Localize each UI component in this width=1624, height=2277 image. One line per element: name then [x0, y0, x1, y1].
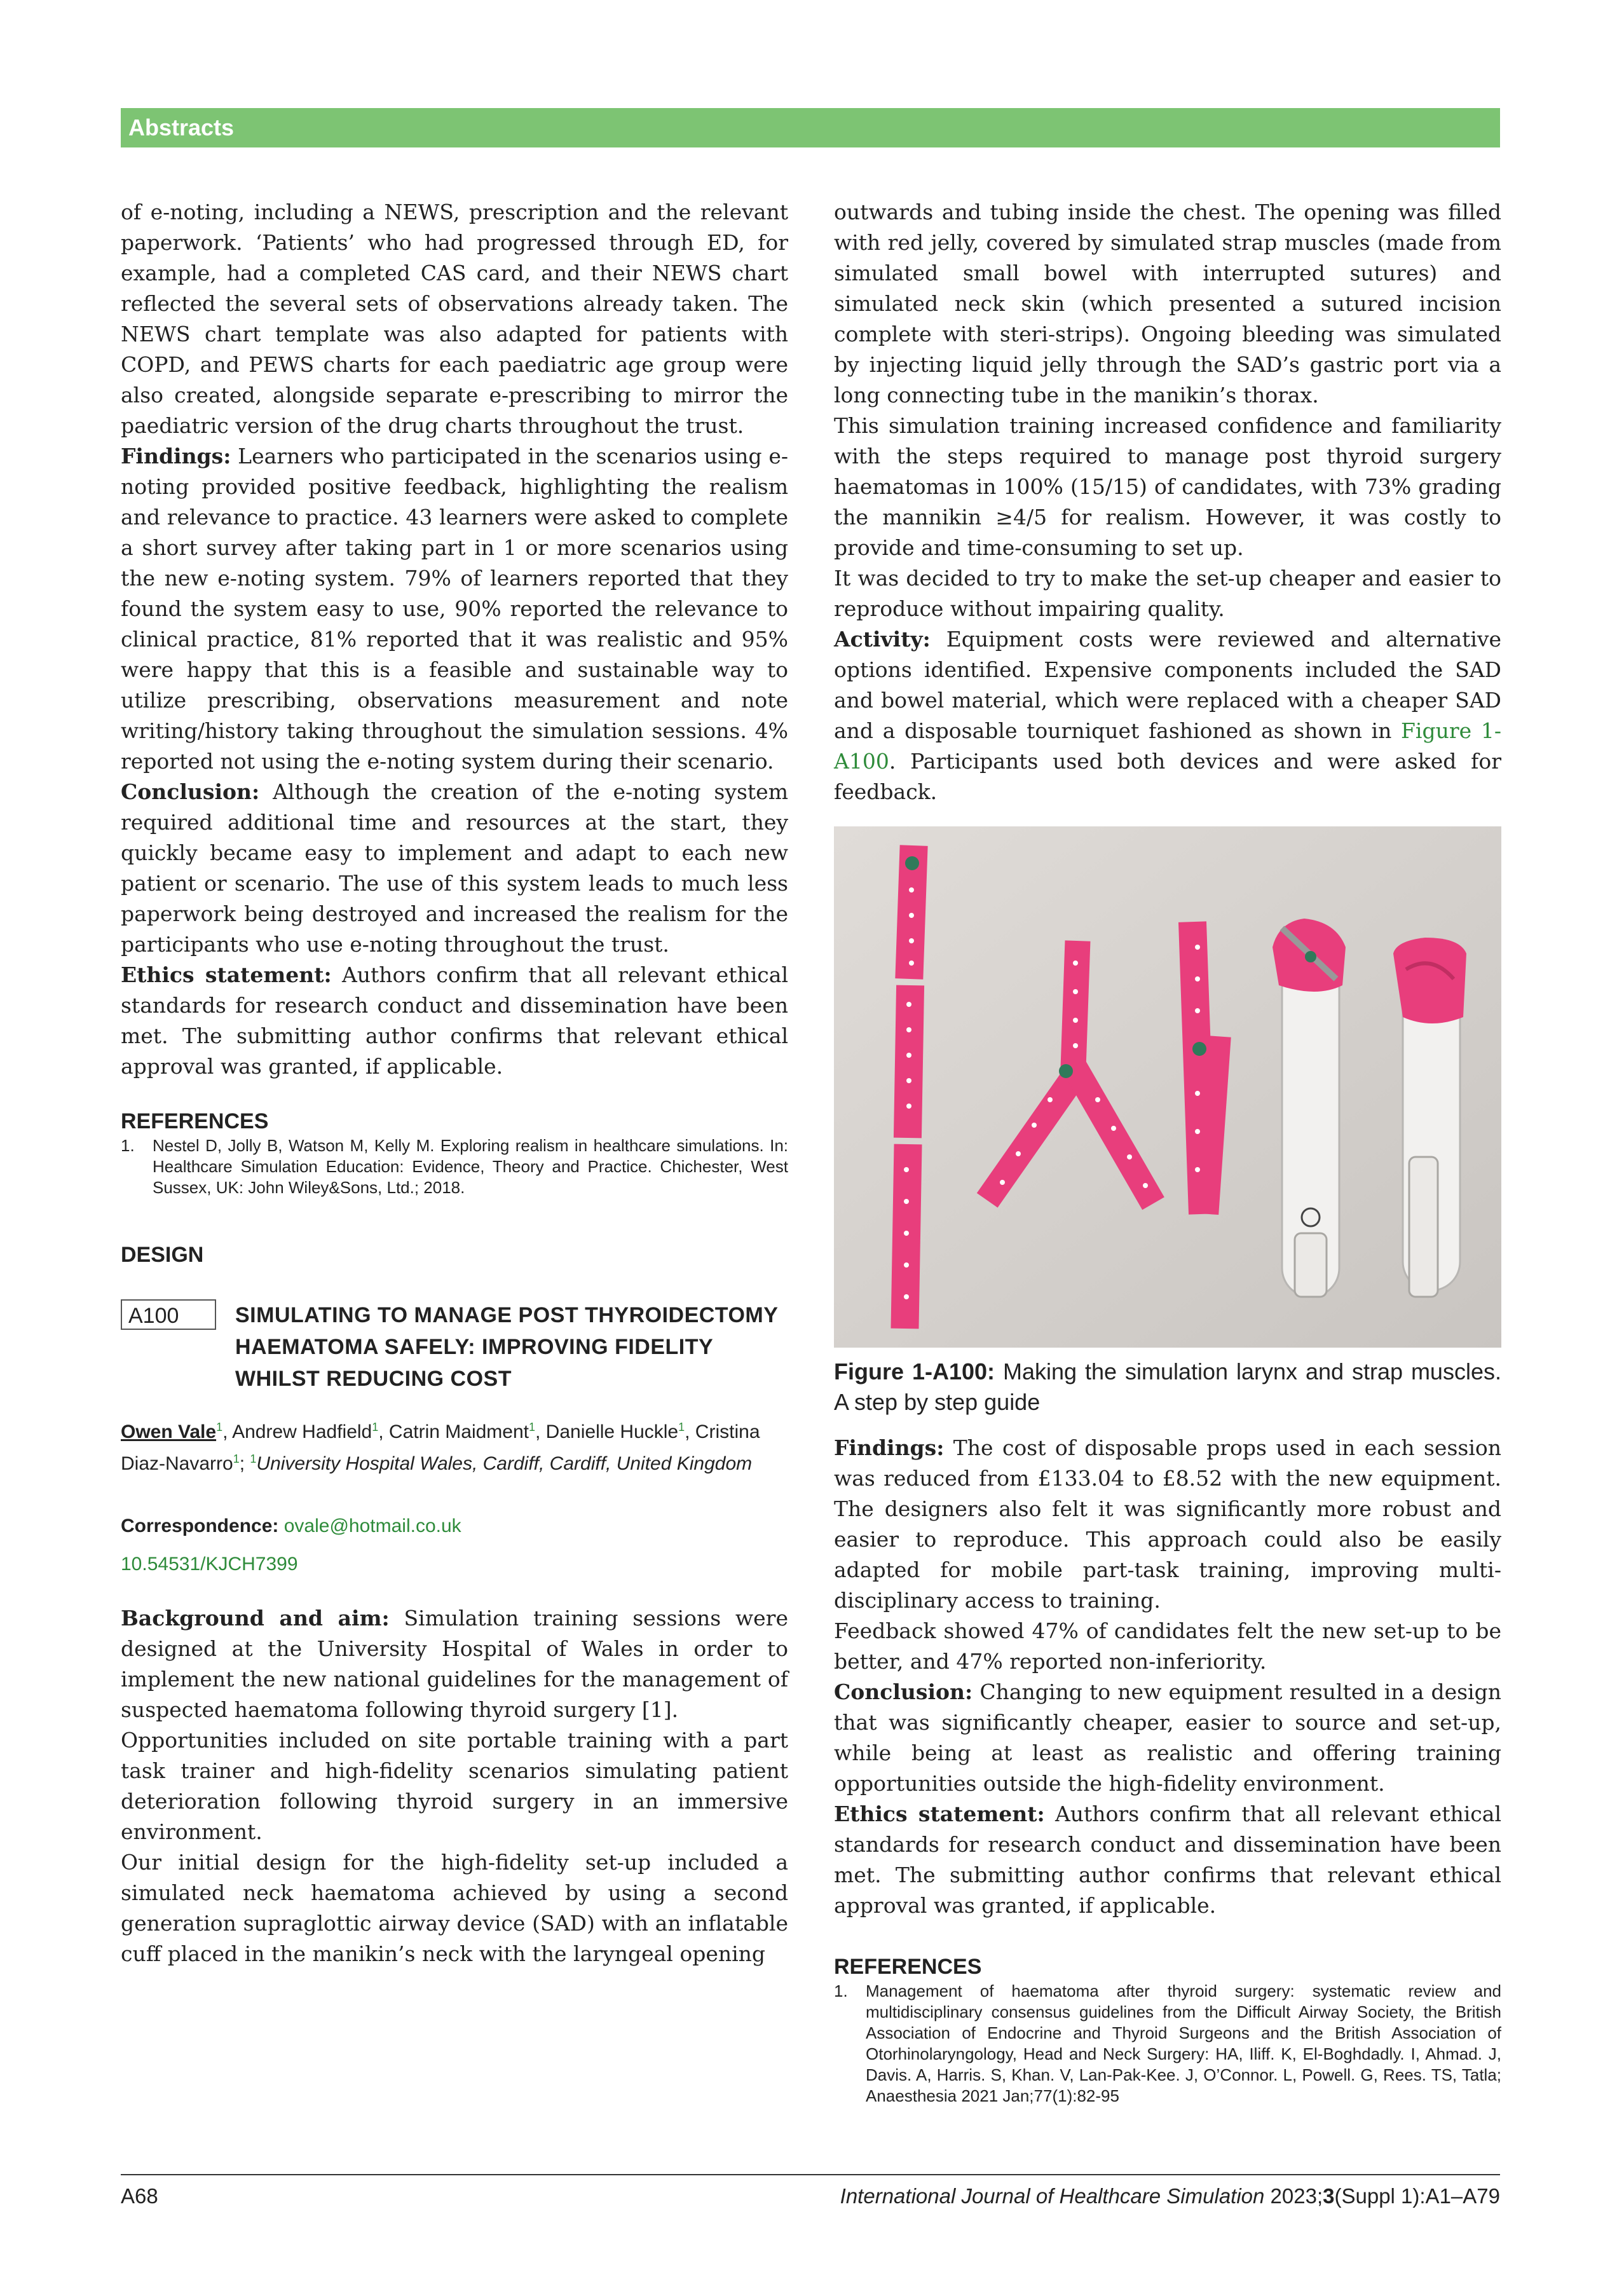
activity-label: Activity: — [834, 627, 931, 652]
doi-link[interactable]: 10.54531/KJCH7399 — [121, 1554, 298, 1575]
airway-device — [1393, 938, 1466, 1297]
affiliation: University Hospital Wales, Cardiff, Cardiff, United Kingdom — [256, 1453, 753, 1474]
author-list: Owen Vale$^1$, Andrew Hadfield$^1$, Catrin Maidment$^1$, Danielle Huckle$^1$, Cristina Diaz-Navarro$^1$; $^1$University Hospital Wales, Cardiff, Cardiff, United Kingdom — [121, 1421, 760, 1474]
journal-volume: 3 — [1323, 2184, 1335, 2208]
findings-text: The cost of disposable props used in each session was reduced from £133.04 to £8.52 with the new equipment. The designers also felt it was significantly more robust and easier to reproduce. This approach could also be easily adapted for mobile part-task training, improving multi-disciplinary access to training. — [834, 1435, 1501, 1613]
paragraph: of e-noting, including a NEWS, prescription and the relevant paperwork. ‘Patients’ who had progressed through ED, for example, had a completed CAS card, and their NEWS chart reflected the several sets of observations already taken. The NEWS chart template was also adapted for patients with COPD, and PEWS charts for each paediatric age group were also created, alongside separate e-prescribing to mirror the paediatric version of the drug charts throughout the trust. — [121, 200, 788, 438]
paragraph: Opportunities included on site portable training with a part task trainer and high-fidelity scenarios simulating patient deterioration following thyroid surgery in an immersive environment. — [121, 1728, 788, 1844]
findings-label: Findings: — [834, 1435, 945, 1460]
figure-caption-label: Figure 1-A100: — [834, 1358, 995, 1385]
background-paragraph — [121, 1603, 788, 1725]
conclusion-text: Although the creation of the e-noting system required additional time and resources at the start, they quickly became easy to implement and adapt to each new patient or scenario. The use of this system leads to much less paperwork being destroyed and increased the realism for the participants who use e-noting throughout the trust. — [121, 779, 788, 957]
figure-photo — [834, 826, 1501, 1348]
findings-paragraph — [121, 441, 788, 777]
section-label: Abstracts — [128, 114, 235, 140]
paragraph: outwards and tubing inside the chest. The opening was filled with red jelly, covered by simulated strap muscles (made from simulated small bowel with interrupted sutures) and simulated neck skin (which presented a sutured incision complete with steri-strips). Ongoing bleeding was simulated by injecting liquid jelly through the SAD’s gastric port via a long connecting tube in the manikin’s thorax. — [834, 200, 1501, 407]
page-number: A68 — [121, 2184, 158, 2208]
figure-link[interactable]: Figure 1-A100 — [834, 718, 1501, 774]
footer-rule — [121, 2174, 1500, 2175]
figure-caption-text: Making the simulation larynx and strap muscles. A step by step guide — [834, 1358, 1501, 1415]
abstract-header — [121, 1299, 788, 1395]
ethics-label: Ethics statement: — [834, 1802, 1045, 1826]
reference-text: Management of haematoma after thyroid surgery: systematic review and multidisciplinary consensus guidelines from the Difficult Airway Society, the British Association of Endocrine and Thyroid Surgeons and the British Association of Otorhinolaryngology, Head and Neck Surgery: HA, Iliff. K, El-Boghdadly. I, Ahmad. J, Davis. A, Harris. S, Khan. V, Lan-Pak-Kee. J, O’Connor. L, Powell. G, Rees. TS, Tatla; Anaesthesia 2021 Jan;77(1):82-95 — [866, 1981, 1501, 2105]
correspondence-label: Correspondence: — [121, 1515, 279, 1536]
ethics-text: Authors confirm that all relevant ethical standards for research conduct and dissemination have been met. The submitting author confirms that relevant ethical approval was granted, if applicable. — [121, 962, 788, 1079]
findings-paragraph — [834, 1433, 1501, 1616]
ethics-paragraph — [834, 1799, 1501, 1921]
abstract-id-box: A100 — [121, 1299, 216, 1330]
ethics-label: Ethics statement: — [121, 962, 332, 987]
ethics-paragraph — [121, 960, 788, 1082]
design-heading: DESIGN — [121, 1243, 204, 1267]
journal-name: International Journal of Healthcare Simulation — [840, 2184, 1265, 2208]
correspondence — [121, 1515, 788, 1537]
reference-number: 1. — [121, 1136, 135, 1155]
reference-item — [834, 1981, 1501, 2107]
paragraph: Feedback showed 47% of candidates felt the new set-up to be better, and 47% reported non-inferiority. — [834, 1618, 1501, 1674]
background-text: Simulation training sessions were designed at the University Hospital of Wales in order to implement the new national guidelines for the management of suspected haematoma following thyroid surgery [1]. — [121, 1606, 788, 1722]
conclusion-label: Conclusion: — [834, 1679, 973, 1704]
reference-item — [121, 1135, 788, 1198]
references-heading: REFERENCES — [121, 1109, 269, 1133]
correspondence-email-link[interactable]: ovale@hotmail.co.uk — [283, 1515, 461, 1536]
references-heading: REFERENCES — [834, 1955, 982, 1979]
reference-text: Nestel D, Jolly B, Watson M, Kelly M. Exploring realism in healthcare simulations. In: Healthcare Simulation Education: Evidence, Theory and Practice. Chichester, West Sussex, UK: John Wiley&Sons, Ltd.; 2018. — [153, 1136, 788, 1197]
conclusion-label: Conclusion: — [121, 779, 260, 804]
left-column — [121, 197, 788, 1969]
abstract-title: SIMULATING TO MANAGE POST THYROIDECTOMY HAEMATOMA SAFELY: IMPROVING FIDELITY WHILST REDUCING COST — [235, 1303, 778, 1391]
background-label: Background and aim: — [121, 1606, 390, 1631]
activity-paragraph: Activity: Equipment costs were reviewed and alternative options identified. Expensive components included the SAD and bowel material, which were replaced with a cheaper SAD and a disposable tourniquet fashioned as shown in Figure 1-A100. Participants used both devices and were asked for feedback. — [834, 627, 1501, 804]
paragraph: This simulation training increased confidence and familiarity with the steps required to manage post thyroid surgery haematomas in 100% (15/15) of candidates, with 73% grading the mannikin ≥4/5 for realism. However, it was costly to provide and time-consuming to set up. — [834, 413, 1501, 560]
paragraph: It was decided to try to make the set-up cheaper and easier to reproduce without impairing quality. — [834, 566, 1501, 621]
reference-number: 1. — [834, 1981, 848, 2000]
findings-text: Learners who participated in the scenarios using e-noting provided positive feedback, highlighting the realism and relevance to practice. 43 learners were asked to complete a short survey after taking part in 1 or more scenarios using the new e-noting system. 79% of learners reported that they found the system easy to use, 90% reported the relevance to clinical practice, 81% reported that it was realistic and 95% were happy that this is a feasible and sustainable way to utilize prescribing, observations measurement and note writing/history taking throughout the simulation sessions. 4% reported not using the e-noting system during their scenario. — [121, 444, 788, 774]
findings-label: Findings: — [121, 444, 231, 468]
presenting-author: Owen Vale — [121, 1421, 217, 1442]
right-column — [834, 197, 1501, 2107]
tourniquet-airway-photo — [834, 826, 1501, 1348]
conclusion-paragraph — [121, 777, 788, 960]
airway-device — [1273, 919, 1346, 1297]
section-header-band — [121, 108, 1500, 147]
paragraph: Our initial design for the high-fidelity set-up included a simulated neck haematoma achieved by using a second generation supraglottic airway device (SAD) with an inflatable cuff placed in the manikin’s neck with the laryngeal opening — [121, 1850, 788, 1966]
figure-caption — [834, 1357, 1501, 1418]
conclusion-text: Changing to new equipment resulted in a design that was significantly cheaper, easier to source and set-up, while being at least as realistic and offering training opportunities outside the high-fidelity environment. — [834, 1679, 1501, 1796]
conclusion-paragraph — [834, 1677, 1501, 1799]
journal-citation: International Journal of Healthcare Simulation 2023;3(Suppl 1):A1–A79 — [840, 2184, 1500, 2208]
ethics-text: Authors confirm that all relevant ethical standards for research conduct and dissemination have been met. The submitting author confirms that relevant ethical approval was granted, if applicable. — [834, 1802, 1501, 1918]
